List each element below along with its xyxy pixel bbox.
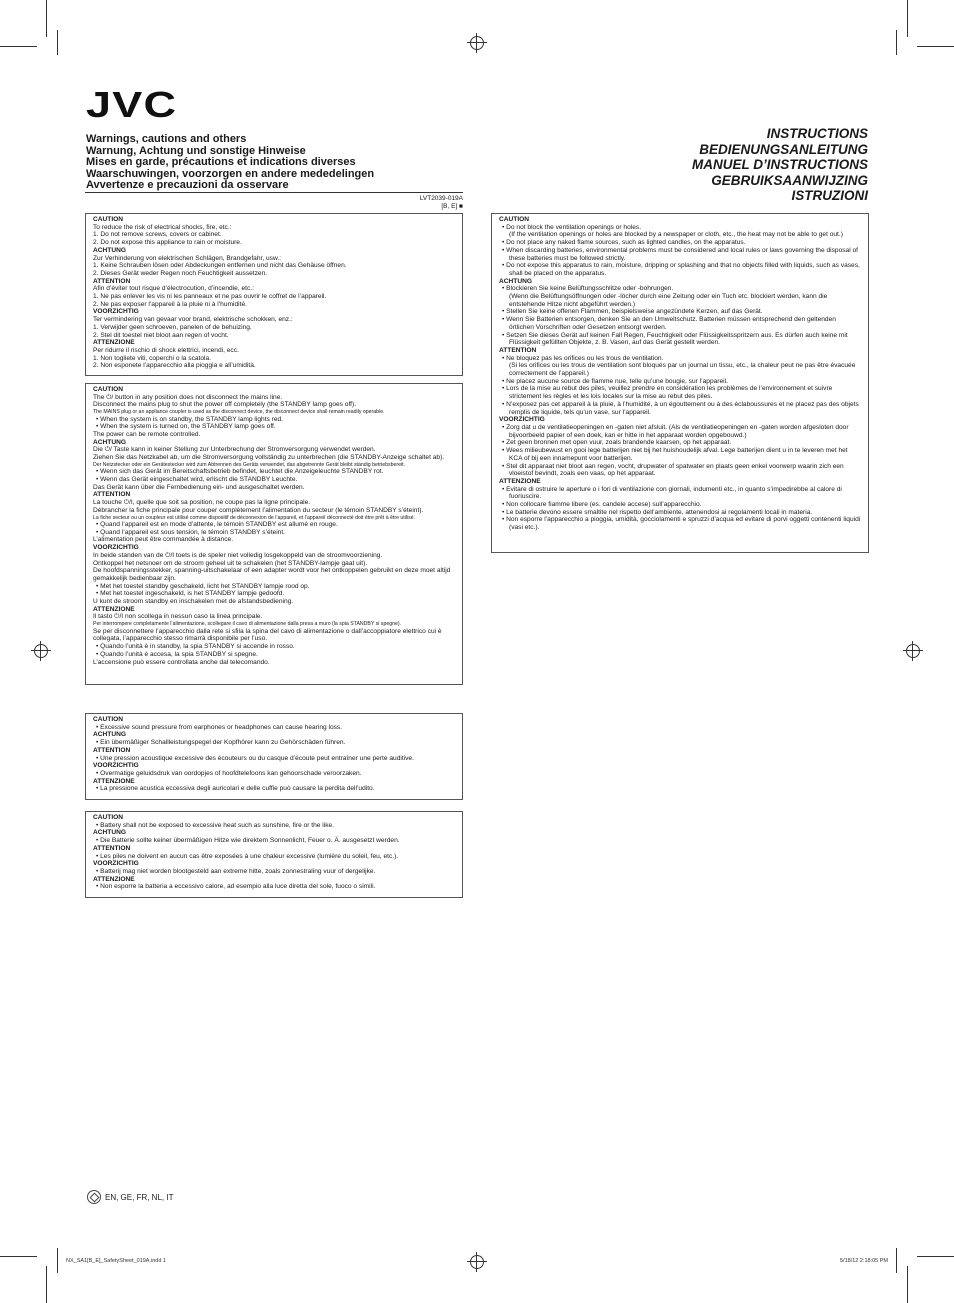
paragraph: In beide standen van de ⏻/I toets is de speler niet volledig losgekoppeld van de stroomvoorziening. bbox=[93, 551, 383, 559]
paragraph: Zur Verhinderung von elektrischen Schlägen, Brandgefahr, usw.: bbox=[93, 254, 282, 262]
section-heading: ATTENTION bbox=[499, 346, 537, 354]
bullet-item: • Setzen Sie dieses Gerät auf keinen Fall Regen, Feuchtigkeit oder Flüssigkeitsspritzern aus. Es dürfen auch keine mit Flüssigkeit gefüllten Objekte, z. B. Vasen, auf das Gerät gestellt werden. bbox=[502, 331, 848, 347]
paragraph: Ontkoppel het netsnoer om de stroom geheel uit te schakelen (het STANDBY-lampje gaat uit). bbox=[93, 559, 368, 567]
bullet-item: • Met het toestel ingeschakeld, is het STANDBY lampje gedoofd. bbox=[96, 590, 285, 598]
bullet-item: • Do not expose this apparatus to rain, moisture, dripping or splashing and that no objects filled with liquids, such as vases, shall be placed on the apparatus. bbox=[502, 262, 860, 277]
section-heading: ATTENZIONE bbox=[93, 777, 135, 785]
title-en: Warnings, cautions and others bbox=[86, 133, 247, 145]
paragraph: Disconnect the mains plug to shut the power off completely (the STANDBY lamp goes off). bbox=[93, 401, 357, 409]
section-heading: ACHTUNG bbox=[93, 731, 126, 739]
bullet-item: • Une pression acoustique excessive des écouteurs ou du casque d’écoute peut entraîner une perte auditive. bbox=[96, 754, 414, 762]
instructions-it: ISTRUZIONI bbox=[791, 188, 868, 203]
brand-logo: JVC bbox=[86, 84, 178, 125]
paragraph: U kunt de stroom standby en inschakelen met de afstandsbediening. bbox=[93, 598, 294, 606]
paragraph: La touche ⏻/I, quelle que soit sa position, ne coupe pas la ligne principale. bbox=[93, 499, 311, 507]
section-heading: ACHTUNG bbox=[93, 829, 126, 837]
title-nl: Waarschuwingen, voorzorgen en andere mededelingen bbox=[86, 167, 375, 180]
crop-mark bbox=[917, 46, 954, 47]
paragraph: De hoofdspanningsstekker, spanning-uitschakelaar of een adapter wordt voor het ontkoppelen gebruikt en deze moet altijd gemakkelijk bedienbaar zijn. bbox=[93, 567, 451, 582]
bullet-item: • Wenn Sie Batterien entsorgen, denken Sie an den Umweltschutz. Batterien müssen entsprechend den geltenden örtlichen Vorschriften oder Gesetzen entsorgt werden. bbox=[502, 316, 836, 331]
crop-mark bbox=[0, 1256, 37, 1257]
bullet-item: • Battery shall not be exposed to excessive heat such as sunshine, fire or the like. bbox=[96, 821, 334, 829]
header-divider bbox=[85, 192, 463, 193]
bullet-item: • Ein übermäßiger Schallleistungspegel der Kopfhörer kann zu Gehörschäden führen. bbox=[96, 739, 346, 747]
recycled-paper-icon bbox=[87, 1190, 101, 1204]
paragraph: Das Gerät kann über die Fernbedienung ein- und ausgeschaltet werden. bbox=[93, 483, 305, 491]
paragraph: 1. Non togliete viti, coperchi o la scatola. bbox=[93, 354, 212, 362]
bullet-item: • Non esporre l’apparecchio a pioggia, umidità, gocciolamenti e spruzzi d’acqua ed evitare di porvi oggetti contenenti liquidi (vasi etc.). bbox=[502, 516, 861, 532]
bullet-item: • When the system is on standby, the STANDBY lamp lights red. bbox=[96, 415, 284, 423]
note: (If the ventilation openings or holes are blocked by a newspaper or cloth, etc., the heat may not be able to get out.) bbox=[509, 231, 843, 239]
crop-mark bbox=[57, 1248, 58, 1273]
paragraph: Débrancher la fiche principale pour couper complètement l’alimentation du secteur (le témoin STANDBY s’éteint). bbox=[93, 506, 424, 514]
document-number: LVT2039-019A bbox=[419, 195, 463, 202]
paragraph: Ziehen Sie das Netzkabel ab, um die Stromversorgung vollständig zu unterbrechen (die STANDBY-Anzeige schaltet ab). bbox=[93, 454, 445, 462]
bullet-item: • Batterij mag niet worden blootgesteld aan extreme hitte, zoals zonnestraling vuur of dergelijke. bbox=[96, 867, 376, 875]
bullet-item: • Le batterie devono essere smaltite nel rispetto dell’ambiente, attenendosi ai regolamenti locali in materia. bbox=[502, 508, 813, 516]
title-it: Avvertenze e precauzioni da osservare bbox=[86, 179, 289, 191]
registration-mark-icon bbox=[470, 1255, 484, 1269]
section-heading: ATTENZIONE bbox=[93, 605, 135, 613]
crop-mark bbox=[907, 1266, 908, 1303]
section-heading: ATTENTION bbox=[93, 277, 131, 285]
section-heading: ATTENTION bbox=[93, 844, 131, 852]
crop-mark bbox=[896, 1248, 897, 1273]
note: (Si les orifices ou les trous de ventilation sont bloqués par un journal un tissu, etc., la chaleur peut ne pas être évacuée correctement de l’appareil.) bbox=[509, 362, 856, 378]
bullet-item: • Quando l’unità è accesa, la spia STANDBY si spegne. bbox=[96, 650, 258, 658]
bullet-item: • Do not place any naked flame sources, such as lighted candles, on the apparatus. bbox=[502, 239, 746, 247]
bullet-item: • Do not block the ventilation openings or holes. bbox=[502, 223, 642, 231]
section-heading: VOORZICHTIG bbox=[93, 860, 139, 868]
bullet-item: • Zorg dat u de ventilatieopeningen en -gaten niet afsluit. (Als de ventilatieopeningen en -gaten worden afgesloten door bijvoorbeeld papier of een doek, kan er hitte in het apparaat worden opgebouwd.) bbox=[502, 423, 849, 439]
paragraph: 1. Do not remove screws, covers or cabinet. bbox=[93, 231, 222, 239]
warning-box-shock bbox=[85, 213, 463, 376]
bullet-item: • Stel dit apparaat niet bloot aan regen, vocht, drupwater of spatwater en plaats geen enkel voorwerp waarin zich een vloeistof bevindt, zoals een vaas, op het apparaat. bbox=[502, 462, 844, 478]
crop-mark bbox=[0, 46, 37, 47]
section-heading: ATTENZIONE bbox=[93, 875, 135, 883]
instructions-en: INSTRUCTIONS bbox=[766, 126, 868, 141]
bullet-item: • Quand l’appareil est sous tension, le témoin STANDBY s’éteint. bbox=[96, 528, 285, 536]
registration-mark-icon bbox=[470, 36, 484, 50]
bullet-item: • N’exposez pas cet appareil à la pluie, à l’humidité, à un égouttement ou à des éclaboussures et ne placez pas des objets remplis de liquide, tels qu’un vase, sur l’appareil. bbox=[502, 400, 859, 416]
paragraph: 1. Ne pas enlever les vis ni les panneaux et ne pas ouvrir le coffret de l’appareil. bbox=[93, 293, 327, 301]
bullet-item: • Met het toestel standby geschakeld, licht het STANDBY lampje rood op. bbox=[96, 582, 310, 590]
instructions-nl: GEBRUIKSAANWIJZING bbox=[711, 172, 868, 188]
paragraph: Afin d’éviter tout risque d’électrocution, d’incendie, etc.: bbox=[93, 285, 254, 293]
crop-mark bbox=[896, 30, 897, 55]
section-heading: VOORZICHTIG bbox=[93, 544, 139, 552]
section-heading: VOORZICHTIG bbox=[93, 308, 139, 316]
bullet-item: • Lors de la mise au rebut des piles, veuillez prendre en considération les problèmes de l’environnement et suivre strictement les règles et les lois locales sur la mise au rebut des piles. bbox=[502, 385, 833, 401]
paragraph: Se per disconnettere l’apparecchio dalla rete si sfila la spina del cavo di alimentazione o dall’accoppiatore elettrico cui è collegata, l’apparecchio stesso rimarrà disponibile per l’uso. bbox=[93, 627, 442, 643]
section-heading: CAUTION bbox=[93, 386, 124, 393]
fine-print: The MAINS plug or an appliance coupler is used as the disconnect device, the disconnect device shall remain readily operable. bbox=[93, 409, 385, 416]
language-codes: EN, GE, FR, NL, IT bbox=[105, 1192, 174, 1202]
section-heading: ATTENTION bbox=[93, 746, 131, 754]
bullet-item: • Quand l’appareil est en mode d’attente, le témoin STANDBY est allumé en rouge. bbox=[96, 521, 338, 529]
note: (Wenn die Belüftungsöffnungen oder -löcher durch eine Zeitung oder ein Tuch etc. blockiert werden, kann die entstehende Hitze nicht abgeführt werden.) bbox=[509, 293, 828, 308]
registration-mark-icon bbox=[906, 644, 920, 658]
paragraph: Per ridurre il rischio di shock elettrici, incendi, ecc. bbox=[93, 346, 239, 354]
bullet-item: • Wenn sich das Gerät im Bereitschaftsbetrieb befindet, leuchtet die Anzeigeleuchte STANDBY rot. bbox=[96, 468, 384, 476]
paragraph: 2. Do not expose this appliance to rain or moisture. bbox=[93, 239, 242, 247]
fine-print: Der Netzstecker oder ein Gerätestecker wird zum Abtrennen des Geräts verwendet, das abgetrennte Gerät bleibt ständig betriebsbereit. bbox=[93, 461, 405, 468]
fine-print: Per interrompere completamente l’alimentazione, scollegare il cavo di alimentazione dalla presa a muro (la spia STANDBY si spegne). bbox=[93, 621, 402, 628]
bullet-item: • Excessive sound pressure from earphones or headphones can cause hearing loss. bbox=[96, 723, 343, 731]
bullet-item: • Stellen Sie keine offenen Flammen, beispielsweise angezündete Kerzen, auf das Gerät. bbox=[502, 308, 763, 316]
bullet-item: • Wees milieubewust en gooi lege batterijen niet bij het huishoudelijk afval. Lege batterijen dient u in te leveren met het KCA of bij een innamepunt voor batterijen. bbox=[502, 447, 848, 462]
paragraph: L’accensione può essere controllata anche dal telecomando. bbox=[93, 658, 270, 666]
crop-mark bbox=[907, 0, 908, 37]
bullet-item: • Quando l’unità è in standby, la spia STANDBY si accende in rosso. bbox=[96, 643, 295, 651]
crop-mark bbox=[917, 1256, 954, 1257]
bullet-item: • Overmatige geluidsdruk van oordopjes of hoofdtelefoons kan gehoorschade veroorzaken. bbox=[96, 769, 362, 777]
title-de: Warnung, Achtung und sonstige Hinweise bbox=[86, 144, 306, 157]
section-heading: VOORZICHTIG bbox=[93, 762, 139, 770]
warning-box-hearing bbox=[85, 713, 463, 800]
section-heading: ACHTUNG bbox=[93, 438, 126, 446]
page-title-block bbox=[86, 134, 374, 192]
crop-mark bbox=[46, 0, 47, 37]
bullet-item: • Ne placez aucune source de flamme nue, telle qu’une bougie, sur l’appareil. bbox=[502, 377, 728, 385]
bullet-item: • When discarding batteries, environmental problems must be considered and local rules or laws governing the disposal of these batteries must be followed strictly. bbox=[502, 246, 858, 262]
fine-print: La fiche secteur ou un coupleur est utilisé comme dispositif de déconnexion de l’appareil, et l’appareil déconnecté doit être prêt à être utilisé. bbox=[93, 514, 416, 521]
region-code: [B, E] ■ bbox=[441, 202, 463, 210]
warning-box-battery-heat bbox=[85, 811, 463, 898]
crop-mark bbox=[57, 30, 58, 55]
section-heading: CAUTION bbox=[499, 216, 530, 223]
section-heading: CAUTION bbox=[93, 814, 124, 821]
section-heading: CAUTION bbox=[93, 216, 124, 223]
section-heading: ATTENZIONE bbox=[499, 477, 541, 485]
bullet-item: • When the system is turned on, the STANDBY lamp goes off. bbox=[96, 423, 276, 431]
paragraph: The ⏻/ button in any position does not disconnect the mains line. bbox=[93, 393, 283, 401]
slug-timestamp: 5/18/12 2:18:05 PM bbox=[839, 1258, 888, 1264]
paragraph: The power can be remote controlled. bbox=[93, 431, 201, 439]
section-heading: ACHTUNG bbox=[499, 277, 532, 285]
language-list bbox=[87, 1190, 173, 1204]
paragraph: 1. Keine Schrauben lösen oder Abdeckungen entfernen und nicht das Gehäuse öffnen. bbox=[93, 262, 347, 270]
title-fr: Mises en garde, précautions et indications diverses bbox=[86, 156, 356, 168]
paragraph: Il tasto ⏻/I non scollega in nessun caso la linea principale. bbox=[93, 613, 263, 621]
bullet-item: • Evitare di ostruire le aperture o i fori di ventilazione con giornali, indumenti etc., in quanto s’impedirebbe al calore di fuoriuscire. bbox=[502, 485, 842, 501]
paragraph: Ter vermindering van gevaar voor brand, elektrische schokken, enz.: bbox=[93, 316, 293, 324]
section-heading: CAUTION bbox=[93, 716, 124, 723]
section-heading: VOORZICHTIG bbox=[499, 416, 545, 424]
bullet-item: • Wenn das Gerät eingeschaltet wird, erlischt die STANDBY Leuchte. bbox=[96, 476, 298, 484]
bullet-item: • Zet geen bronnen met open vuur, zoals brandende kaarsen, op het apparaat. bbox=[502, 439, 732, 447]
section-heading: ATTENTION bbox=[93, 491, 131, 499]
bullet-item: • Blockieren Sie keine Belüftungsschlitze oder -bohrungen. bbox=[502, 285, 674, 293]
document-code bbox=[380, 195, 463, 210]
instructions-de: BEDIENUNGSANLEITUNG bbox=[699, 141, 868, 157]
crop-mark bbox=[46, 1266, 47, 1303]
bullet-item: • Die Batterie sollte keiner übermäßigen Hitze wie direktem Sonnenlicht, Feuer o. Ä. ausgesetzt werden. bbox=[96, 837, 400, 845]
paragraph: To reduce the risk of electrical shocks, fire, etc.: bbox=[93, 223, 232, 231]
paragraph: L’alimentation peut être commandée à distance. bbox=[93, 536, 234, 544]
bullet-item: • Ne bloquez pas les orifices ou les trous de ventilation. bbox=[502, 354, 664, 362]
paragraph: 2. Ne pas exposer l’appareil à la pluie ni à l’humidité. bbox=[93, 300, 247, 308]
bullet-item: • Non esporre la batteria a eccessivo calore, ad esempio alla luce diretta del sole, fuoco o simili. bbox=[96, 883, 376, 891]
bullet-item: • La pressione acustica eccessiva degli auricolari e delle cuffie può causare la perdita dell’udito. bbox=[96, 785, 375, 793]
bullet-item: • Les piles ne doivent en aucun cas être exposées à une chaleur excessive (lumière du soleil, feu, etc.). bbox=[96, 852, 399, 860]
instructions-fr: MANUEL D’INSTRUCTIONS bbox=[691, 157, 868, 172]
slug-filename: NX_SA1[B_E]_SafetySheet_019A.indd 1 bbox=[66, 1258, 166, 1264]
paragraph: 1. Verwijder geen schroeven, panelen of de behuizing. bbox=[93, 323, 252, 331]
warning-box-ventilation bbox=[491, 213, 869, 553]
paragraph: 2. Non esponete l’apparecchio alla pioggia e all’umidità. bbox=[93, 362, 256, 370]
warning-box-standby bbox=[85, 383, 463, 685]
bullet-item: • Non collocare fiamme libere (es. candele accese) sull’apparecchio. bbox=[502, 501, 702, 509]
paragraph: 2. Dieses Gerät weder Regen noch Feuchtigkeit aussetzen. bbox=[93, 269, 268, 277]
paragraph: Die ⏻/ Taste kann in keiner Stellung zur Unterbrechung der Stromversorgung verwendet werden. bbox=[93, 446, 376, 454]
registration-mark-icon bbox=[34, 644, 48, 658]
section-heading: ACHTUNG bbox=[93, 246, 126, 254]
section-heading: ATTENZIONE bbox=[93, 339, 135, 347]
paragraph: 2. Stel dit toestel niet bloot aan regen of vocht. bbox=[93, 331, 229, 339]
instructions-heading bbox=[692, 126, 868, 204]
